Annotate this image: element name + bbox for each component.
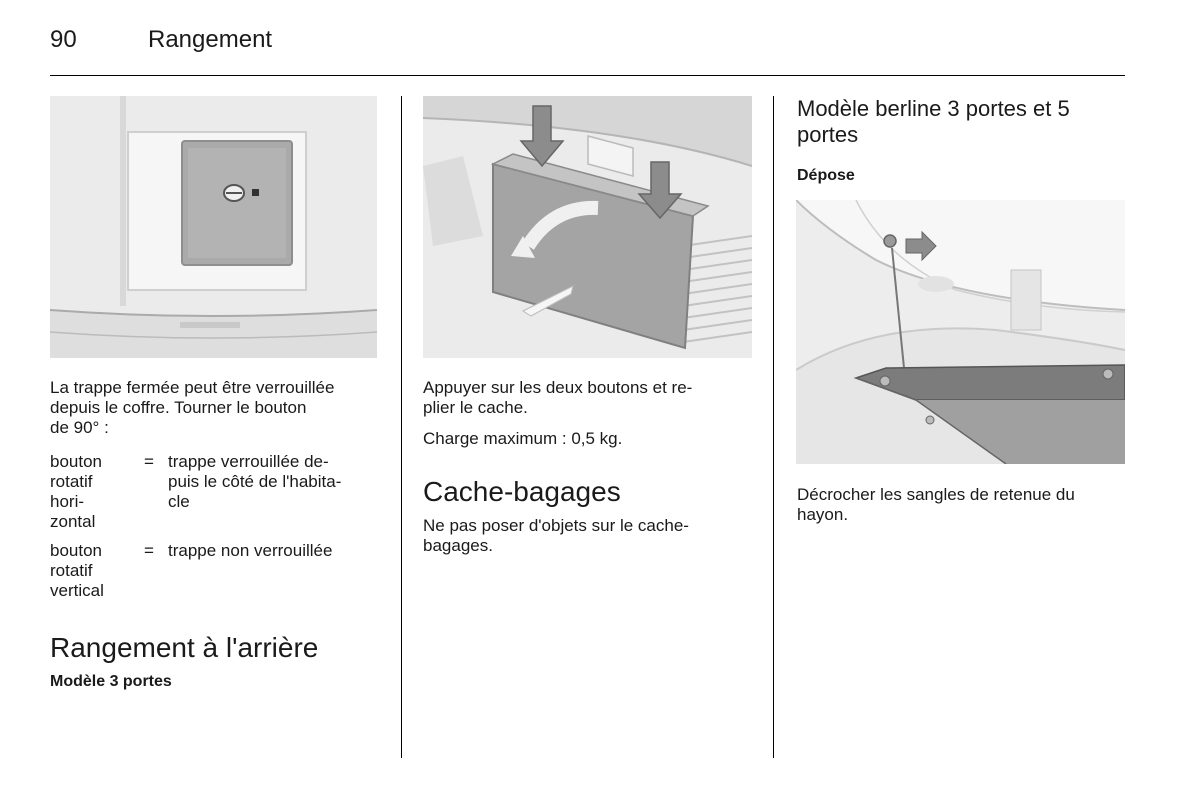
column-divider: [401, 96, 402, 758]
hatch-instruction-line: La trappe fermée peut être verrouillée: [50, 378, 335, 397]
section-heading: Rangement à l'arrière: [50, 632, 319, 663]
hatch-lock-illustration: [50, 96, 377, 358]
definition-term: [50, 452, 130, 532]
cover-instruction-line: plier le cache.: [423, 398, 528, 417]
cover-buttons-illustration: [423, 96, 752, 358]
term-line: vertical: [50, 581, 104, 600]
subsection-heading: Dépose: [797, 167, 855, 184]
desc-line: puis le côté de l'habita-: [168, 472, 342, 491]
definition-row: [50, 452, 380, 536]
strap-instruction-line: Décrocher les sangles de retenue du: [797, 485, 1075, 504]
definition-row: [50, 541, 380, 603]
max-load-text: Charge maximum : 0,5 kg.: [423, 429, 623, 448]
tailgate-strap-illustration: [796, 200, 1125, 464]
definition-equals: =: [144, 452, 154, 471]
model-heading-line: Modèle berline 3 portes et 5: [797, 96, 1070, 121]
definition-equals: =: [144, 541, 154, 560]
term-line: zontal: [50, 512, 96, 531]
section-heading: Cache-bagages: [423, 476, 621, 507]
page-number: 90: [50, 26, 77, 53]
hatch-instruction-line: depuis le coffre. Tourner le bouton: [50, 398, 307, 417]
term-line: bouton: [50, 452, 102, 471]
term-line: rotatif: [50, 561, 93, 580]
term-line: hori-: [50, 492, 85, 511]
definition-term: [50, 541, 130, 601]
column-divider: [773, 96, 774, 758]
definition-desc: [168, 541, 368, 561]
desc-line: trappe verrouillée de-: [168, 452, 329, 471]
desc-line: cle: [168, 492, 190, 511]
desc-line: trappe non verrouillée: [168, 541, 333, 560]
hatch-instruction-line: de 90° :: [50, 418, 109, 437]
strap-instruction-line: hayon.: [797, 505, 849, 524]
section-text-line: bagages.: [423, 536, 493, 555]
header-rule: [50, 75, 1125, 76]
model-heading-line: portes: [797, 122, 859, 147]
cover-instruction-line: Appuyer sur les deux boutons et re-: [423, 378, 693, 397]
chapter-title: Rangement: [148, 26, 273, 53]
subsection-heading: Modèle 3 portes: [50, 673, 172, 690]
definition-desc: [168, 452, 368, 512]
term-line: rotatif: [50, 472, 93, 491]
section-text-line: Ne pas poser d'objets sur le cache-: [423, 516, 689, 535]
term-line: bouton: [50, 541, 102, 560]
